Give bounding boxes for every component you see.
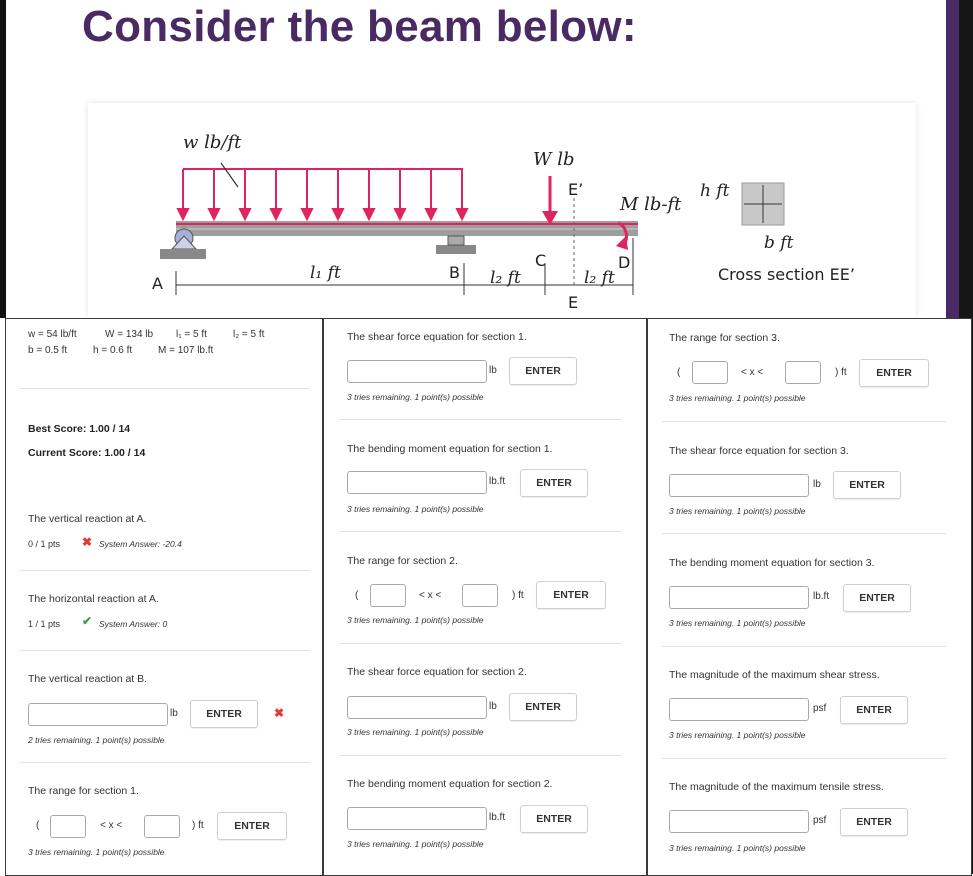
- divider: [340, 531, 622, 532]
- tries-remaining: 2 tries remaining. 1 point(s) possible: [28, 735, 165, 745]
- question-shear-section-3: The shear force equation for section 3.: [669, 445, 849, 457]
- label-e-prime: E’: [568, 180, 584, 199]
- enter-button-reaction-b[interactable]: ENTER: [190, 700, 258, 728]
- unit-psf: psf: [813, 703, 827, 714]
- system-answer-q1: System Answer: -20.4: [99, 539, 182, 549]
- l2-dimension-label-b: l₂ ft: [584, 268, 615, 288]
- load-arrow-head: [240, 209, 250, 219]
- roller-support-b: [436, 236, 476, 254]
- question-horizontal-reaction-a: The horizontal reaction at A.: [28, 593, 159, 605]
- param-l1: l₁ = 5 ft: [176, 329, 207, 340]
- load-arrow-head: [209, 209, 219, 219]
- answer-input-moment-1[interactable]: [347, 471, 487, 494]
- left-edge-strip: [0, 0, 6, 318]
- question-moment-section-1: The bending moment equation for section 1.: [347, 443, 553, 455]
- range-upper-input-3[interactable]: [785, 361, 821, 384]
- answer-input-shear-2[interactable]: [347, 696, 487, 719]
- enter-button-max-tensile[interactable]: ENTER: [840, 808, 908, 836]
- enter-button-range-3[interactable]: ENTER: [859, 359, 929, 387]
- slide-title: Consider the beam below:: [82, 2, 637, 51]
- answer-input-shear-3[interactable]: [669, 474, 809, 497]
- open-paren: (: [36, 820, 40, 831]
- param-b: b = 0.5 ft: [28, 345, 68, 356]
- question-vertical-reaction-a: The vertical reaction at A.: [28, 513, 147, 525]
- tries-remaining: 3 tries remaining. 1 point(s) possible: [669, 730, 806, 740]
- points-q1: 0 / 1 pts: [28, 539, 61, 549]
- unit-lb: lb: [813, 479, 821, 490]
- range-relation: < x <: [741, 367, 764, 378]
- load-arrow-head: [178, 209, 188, 219]
- question-shear-section-1: The shear force equation for section 1.: [347, 331, 527, 343]
- question-range-section-3: The range for section 3.: [669, 332, 780, 344]
- label-a: A: [152, 274, 163, 293]
- dimension-line: [176, 238, 633, 295]
- question-shear-section-2: The shear force equation for section 2.: [347, 666, 527, 678]
- divider: [20, 388, 310, 389]
- tries-remaining: 3 tries remaining. 1 point(s) possible: [347, 615, 484, 625]
- tries-remaining: 3 tries remaining. 1 point(s) possible: [347, 727, 484, 737]
- label-b: B: [449, 263, 460, 282]
- open-paren: (: [355, 590, 359, 601]
- moment-label: M lb-ft: [620, 194, 682, 215]
- tries-remaining: 3 tries remaining. 1 point(s) possible: [347, 839, 484, 849]
- load-arrow-head: [395, 209, 405, 219]
- question-range-section-2: The range for section 2.: [347, 555, 458, 567]
- current-score: Current Score: 1.00 / 14: [28, 447, 146, 459]
- l2-dimension-label-a: l₂ ft: [490, 268, 521, 288]
- enter-button-moment-3[interactable]: ENTER: [843, 584, 911, 612]
- close-paren-ft: ) ft: [512, 590, 524, 601]
- cross-section-label: Cross section EE’: [718, 265, 855, 284]
- divider: [662, 758, 946, 759]
- divider: [340, 419, 622, 420]
- unit-lb: lb: [489, 365, 497, 376]
- enter-button-range-1[interactable]: ENTER: [217, 812, 287, 840]
- question-max-tensile-stress: The magnitude of the maximum tensile stress.: [669, 781, 884, 793]
- points-q2: 1 / 1 pts: [28, 619, 61, 629]
- load-arrow-head: [457, 209, 467, 219]
- open-paren: (: [677, 367, 681, 378]
- answer-input-reaction-b[interactable]: [28, 703, 168, 726]
- answer-input-moment-3[interactable]: [669, 586, 809, 609]
- unit-lb: lb: [489, 701, 497, 712]
- range-lower-input-1[interactable]: [50, 815, 86, 838]
- incorrect-icon: ✖: [274, 706, 285, 720]
- range-relation: < x <: [419, 590, 442, 601]
- load-arrow-head: [302, 209, 312, 219]
- range-upper-input-2[interactable]: [462, 584, 498, 607]
- param-l2: l₂ = 5 ft: [233, 329, 265, 340]
- question-max-shear-stress: The magnitude of the maximum shear stress.: [669, 669, 880, 681]
- unit-psf: psf: [813, 815, 827, 826]
- tries-remaining: 3 tries remaining. 1 point(s) possible: [669, 618, 806, 628]
- question-vertical-reaction-b: The vertical reaction at B.: [28, 673, 148, 685]
- divider: [20, 762, 310, 763]
- distributed-load: [178, 169, 467, 219]
- range-relation: < x <: [100, 820, 123, 831]
- tries-remaining: 3 tries remaining. 1 point(s) possible: [347, 392, 484, 402]
- question-moment-section-2: The bending moment equation for section 2.: [347, 778, 553, 790]
- range-lower-input-2[interactable]: [370, 584, 406, 607]
- answer-input-shear-1[interactable]: [347, 360, 487, 383]
- close-paren-ft: ) ft: [835, 367, 847, 378]
- tries-remaining: 3 tries remaining. 1 point(s) possible: [669, 843, 806, 853]
- best-score: Best Score: 1.00 / 14: [28, 423, 131, 435]
- unit-lbft: lb.ft: [489, 812, 506, 823]
- unit-lbft: lb.ft: [813, 591, 830, 602]
- label-c: C: [535, 251, 547, 270]
- divider: [662, 646, 946, 647]
- tries-remaining: 3 tries remaining. 1 point(s) possible: [347, 504, 484, 514]
- beam-diagram: [88, 103, 916, 318]
- h-label: h ft: [700, 181, 730, 201]
- divider: [662, 533, 946, 534]
- tries-remaining: 3 tries remaining. 1 point(s) possible: [28, 847, 165, 857]
- question-moment-section-3: The bending moment equation for section 3.: [669, 557, 875, 569]
- load-pointer: [221, 163, 238, 187]
- load-arrow-head: [333, 209, 343, 219]
- divider: [662, 421, 946, 422]
- enter-button-shear-1[interactable]: ENTER: [509, 357, 577, 385]
- range-lower-input-3[interactable]: [692, 361, 728, 384]
- tries-remaining: 3 tries remaining. 1 point(s) possible: [669, 506, 806, 516]
- range-upper-input-1[interactable]: [144, 815, 180, 838]
- divider: [20, 570, 310, 571]
- label-e: E: [568, 293, 579, 312]
- enter-button-shear-3[interactable]: ENTER: [833, 471, 901, 499]
- answer-input-max-shear-stress[interactable]: [669, 698, 809, 721]
- enter-button-max-shear[interactable]: ENTER: [840, 696, 908, 724]
- enter-button-shear-2[interactable]: ENTER: [509, 693, 577, 721]
- param-M: M = 107 lb.ft: [158, 345, 214, 356]
- divider: [20, 650, 310, 651]
- b-label: b ft: [764, 233, 794, 253]
- enter-button-range-2[interactable]: ENTER: [536, 581, 606, 609]
- question-range-section-1: The range for section 1.: [28, 785, 139, 797]
- divider: [340, 755, 622, 756]
- enter-button-moment-1[interactable]: ENTER: [520, 469, 588, 497]
- label-d: D: [618, 253, 631, 272]
- unit-lb: lb: [170, 708, 178, 719]
- param-w: w = 54 lb/ft: [28, 329, 77, 340]
- load-arrow-head: [364, 209, 374, 219]
- param-W: W = 134 lb: [105, 329, 154, 340]
- incorrect-icon: ✖: [82, 535, 93, 549]
- close-paren-ft: ) ft: [192, 820, 204, 831]
- correct-icon: ✔: [82, 614, 93, 628]
- right-edge-accent: [946, 0, 959, 318]
- system-answer-q2: System Answer: 0: [99, 619, 168, 629]
- unit-lbft: lb.ft: [489, 476, 506, 487]
- enter-button-moment-2[interactable]: ENTER: [520, 805, 588, 833]
- l1-dimension-label: l₁ ft: [310, 263, 341, 283]
- point-load-label: W lb: [533, 149, 575, 170]
- tries-remaining: 3 tries remaining. 1 point(s) possible: [669, 393, 806, 403]
- answer-input-moment-2[interactable]: [347, 807, 487, 830]
- load-arrow-head: [426, 209, 436, 219]
- answer-input-max-tensile-stress[interactable]: [669, 810, 809, 833]
- param-h: h = 0.6 ft: [93, 345, 133, 356]
- load-arrow-head: [271, 209, 281, 219]
- load-label: w lb/ft: [183, 132, 242, 153]
- divider: [340, 643, 622, 644]
